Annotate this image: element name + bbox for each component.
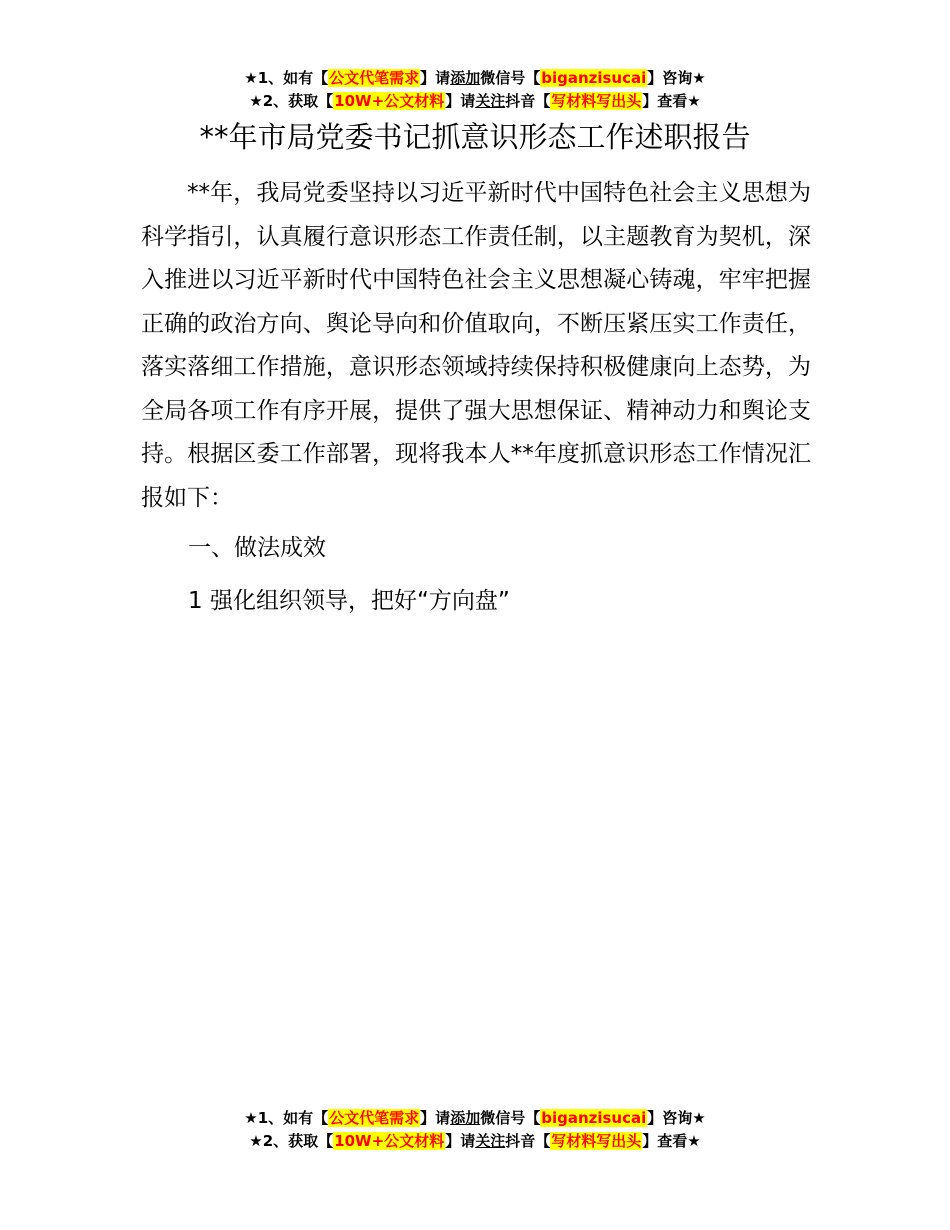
promo-text: 抖音【	[505, 1132, 551, 1150]
promo-text: 】请	[445, 1132, 476, 1150]
promo-highlight: 10W+公文材料	[334, 92, 445, 110]
header-promo-banner	[0, 67, 950, 113]
promo-line-2	[0, 1130, 950, 1153]
document-title: **年市局党委书记抓意识形态工作述职报告	[199, 120, 751, 154]
body-paragraph: **年，我局党委坚持以习近平新时代中国特色社会主义思想为科学指引，认真履行意识形态工作责任制，以主题教育为契机，深入推进以习近平新时代中国特色社会主义思想凝心铸魂，牢牢把握正确的政治方向、舆论导向和价值取向，不断压紧压实工作责任，落实落细工作措施，意识形态领域持续保持积极健康向上态势，为全局各项工作有序开展，提供了强大思想保证、精神动力和舆论支持。根据区委工作部署，现将我本人**年度抓意识形态工作情况汇报如下：	[141, 180, 811, 511]
promo-text: 】查看★	[642, 1132, 701, 1150]
promo-line-2	[0, 90, 950, 113]
promo-line-1	[0, 67, 950, 90]
promo-underlined-text: 关注	[475, 1132, 506, 1150]
promo-text: 微信号【	[480, 69, 541, 87]
promo-highlight-wechat-id: biganzisucai	[541, 69, 647, 87]
section-heading: 一、做法成效	[188, 535, 326, 561]
promo-highlight-douyin-name: 写材料写出头	[551, 1132, 642, 1150]
promo-underlined-text: 添加	[450, 69, 481, 87]
promo-text: ★2、获取【	[249, 92, 334, 110]
promo-text: 微信号【	[480, 1109, 541, 1127]
promo-text: 】咨询★	[647, 69, 706, 87]
promo-text: 】查看★	[642, 92, 701, 110]
promo-text: ★1、如有【	[244, 1109, 329, 1127]
promo-highlight: 10W+公文材料	[334, 1132, 445, 1150]
promo-underlined-text: 添加	[450, 1109, 481, 1127]
promo-line-1	[0, 1107, 950, 1130]
promo-text: ★2、获取【	[249, 1132, 334, 1150]
footer-promo-banner	[0, 1107, 950, 1153]
promo-underlined-text: 关注	[475, 92, 506, 110]
promo-text: 】请	[420, 1109, 451, 1127]
promo-highlight-douyin-name: 写材料写出头	[551, 92, 642, 110]
promo-text: 】请	[445, 92, 476, 110]
promo-highlight: 公文代笔需求	[329, 69, 420, 87]
promo-text: 】请	[420, 69, 451, 87]
promo-text: 】咨询★	[647, 1109, 706, 1127]
promo-text: ★1、如有【	[244, 69, 329, 87]
subsection-heading: 1 强化组织领导，把好“方向盘”	[188, 588, 510, 614]
promo-highlight: 公文代笔需求	[329, 1109, 420, 1127]
promo-highlight-wechat-id: biganzisucai	[541, 1109, 647, 1127]
promo-text: 抖音【	[505, 92, 551, 110]
